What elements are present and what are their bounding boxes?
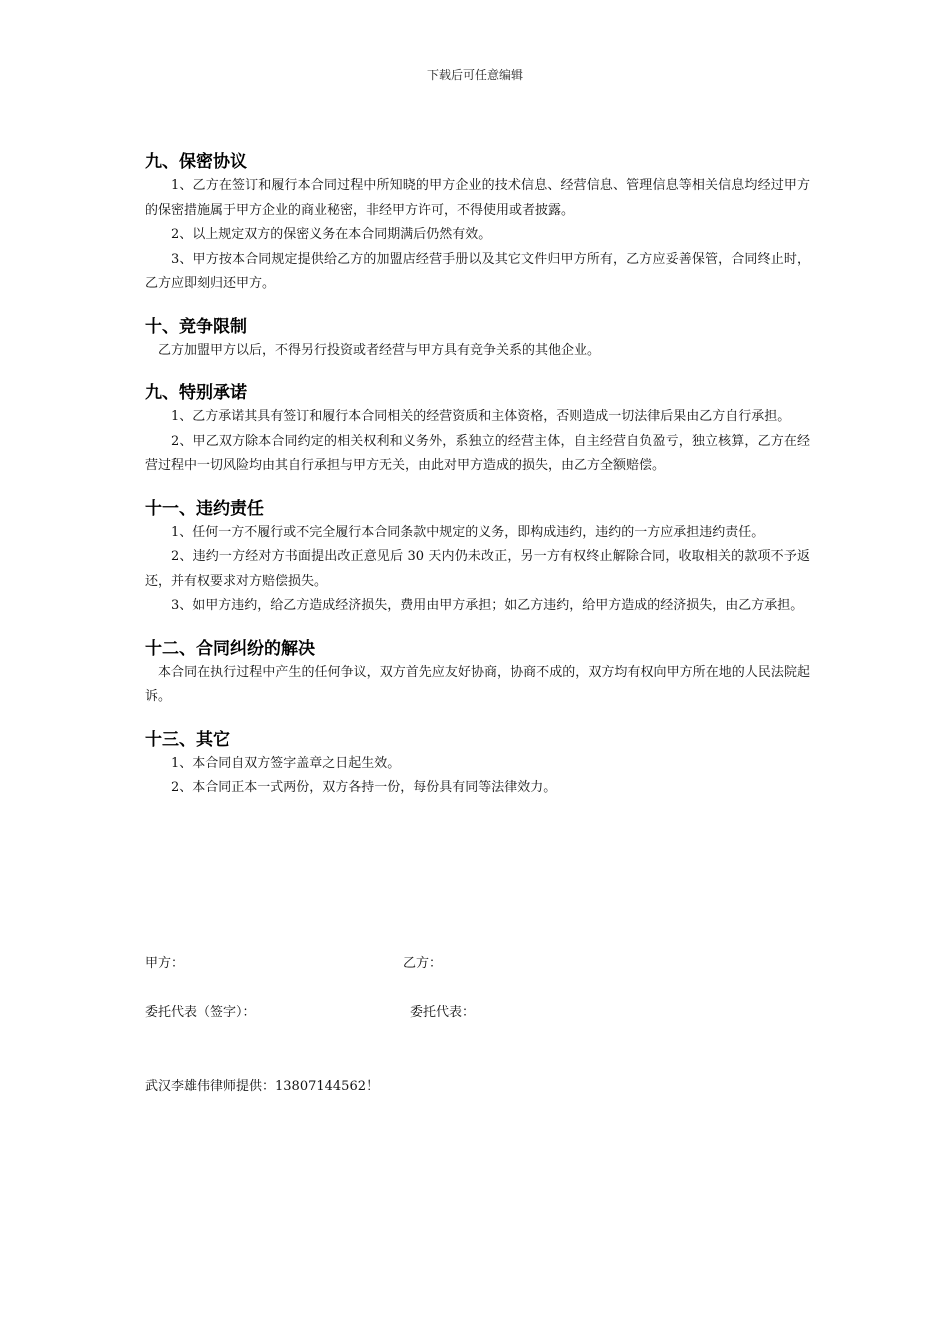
section-liability [145, 497, 810, 619]
page-header: 下载后可任意编辑 [426, 68, 523, 82]
paragraph: 2、以上规定双方的保密义务在本合同期满后仍然有效。 [171, 227, 492, 242]
footer-note: 武汉李雄伟律师提供：13807144562！ [145, 1079, 379, 1094]
document-body [145, 150, 810, 819]
party-a-label: 甲方： [145, 956, 185, 971]
section-title: 九、保密协议 [145, 152, 247, 172]
section-special-commitment [145, 381, 810, 479]
section-title: 十三、其它 [145, 729, 230, 750]
paragraph: 乙方加盟甲方以后，不得另行投资或者经营与甲方具有竞争关系的其他企业。 [158, 342, 601, 358]
paragraph: 1、本合同自双方签字盖章之日起生效。 [171, 755, 401, 771]
paragraph: 3、如甲方违约，给乙方造成经济损失，费用由甲方承担；如乙方违约，给甲方造成的经济损失，由乙方承担。 [171, 598, 804, 613]
party-b-label: 乙方： [403, 956, 443, 971]
section-confidentiality [145, 150, 810, 297]
paragraph: 1、乙方承诺其具有签订和履行本合同相关的经营资质和主体资格，否则造成一切法律后果由乙方自行承担。 [171, 409, 791, 424]
paragraph: 1、乙方在签订和履行本合同过程中所知晓的甲方企业的技术信息、经营信息、管理信息等相关信息均经过甲方的保密措施属于甲方企业的商业秘密，非经甲方许可，不得使用或者披露。 [145, 178, 810, 218]
party-b-representative-label: 委托代表： [410, 1005, 476, 1020]
section-dispute-resolution [145, 637, 810, 710]
paragraph: 2、本合同正本一式两份，双方各持一份，每份具有同等法律效力。 [171, 780, 557, 795]
paragraph: 2、甲乙双方除本合同约定的相关权利和义务外，系独立的经营主体，自主经营自负盈亏，独立核算，乙方在经营过程中一切风险均由其自行承担与甲方无关，由此对甲方造成的损失，由乙方全额赔偿。 [145, 433, 810, 473]
section-title: 十一、违约责任 [145, 498, 264, 519]
paragraph: 1、任何一方不履行或不完全履行本合同条款中规定的义务，即构成违约，违约的一方应承担违约责任。 [171, 524, 765, 540]
section-title: 十、竞争限制 [145, 316, 247, 337]
section-other [145, 728, 810, 801]
paragraph: 2、违约一方经对方书面提出改正意见后 30 天内仍未改正，另一方有权终止解除合同，收取相关的款项不予返还，并有权要求对方赔偿损失。 [145, 549, 810, 589]
section-title: 九、特别承诺 [145, 383, 247, 403]
section-title: 十二、合同纠纷的解决 [145, 638, 315, 659]
section-competition [145, 315, 810, 364]
paragraph: 本合同在执行过程中产生的任何争议，双方首先应友好协商，协商不成的，双方均有权向甲方所在地的人民法院起诉。 [145, 664, 810, 704]
party-a-representative-label: 委托代表（签字）： [145, 1005, 256, 1020]
paragraph: 3、甲方按本合同规定提供给乙方的加盟店经营手册以及其它文件归甲方所有，乙方应妥善保管，合同终止时，乙方应即刻归还甲方。 [145, 251, 810, 291]
